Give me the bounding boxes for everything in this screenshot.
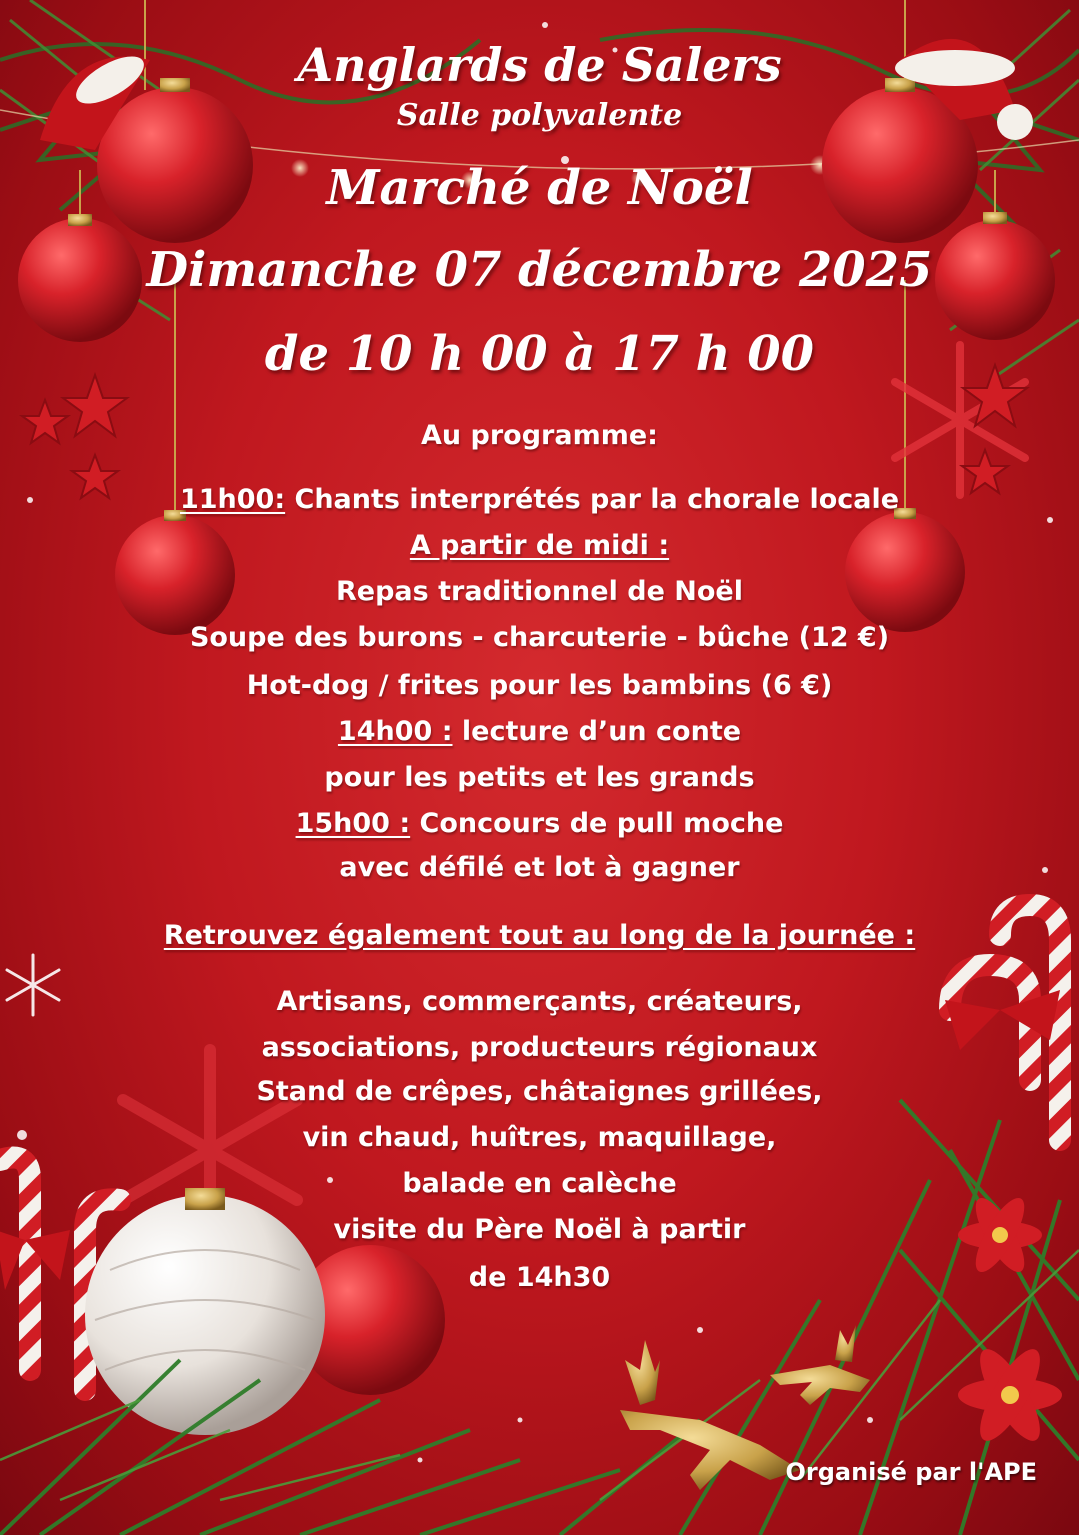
allday-line: visite du Père Noël à partir [333,1214,746,1245]
programme-time: 15h00 : [295,808,411,839]
programme-text: Concours de pull moche [410,808,784,839]
programme-line: Repas traditionnel de Noël [335,576,744,607]
programme-time: A partir de midi : [409,530,670,561]
allday-line: Stand de crêpes, châtaignes grillées, [256,1076,823,1107]
programme-line: avec défilé et lot à gagner [339,852,740,883]
venue-subtitle: Salle polyvalente [396,98,683,133]
programme-line [0,484,1079,515]
event-hours: de 10 h 00 à 17 h 00 [264,326,815,382]
programme-line: pour les petits et les grands [324,762,755,793]
allday-line: vin chaud, huîtres, maquillage, [302,1122,777,1153]
allday-heading-text: Retrouvez également tout au long de la journée : [163,920,916,951]
programme-line: Soupe des burons - charcuterie - bûche (12 €) [189,622,890,653]
programme-line [0,530,1079,561]
allday-heading [0,920,1079,951]
programme-line: Hot-dog / frites pour les bambins (6 €) [246,670,833,701]
programme-heading: Au programme: [421,420,658,451]
programme-time: 11h00: [179,484,286,515]
programme-time: 14h00 : [337,716,453,747]
allday-line: Artisans, commerçants, créateurs, [276,986,803,1017]
allday-line: de 14h30 [468,1262,611,1293]
allday-line: balade en calèche [402,1168,677,1199]
programme-line [0,716,1079,747]
programme-line [0,808,1079,839]
programme-text: lecture d’un conte [452,716,742,747]
golden-reindeer-icon [620,1340,800,1490]
location-title: Anglards de Salers [297,38,782,92]
event-title: Marché de Noël [326,160,753,216]
organizer-credit: Organisé par l'APE [785,1458,1037,1486]
allday-line: associations, producteurs régionaux [261,1032,818,1063]
poinsettia-icon [958,1341,1062,1448]
event-date: Dimanche 07 décembre 2025 [146,242,933,298]
programme-text: Chants interprétés par la chorale locale [285,484,900,515]
